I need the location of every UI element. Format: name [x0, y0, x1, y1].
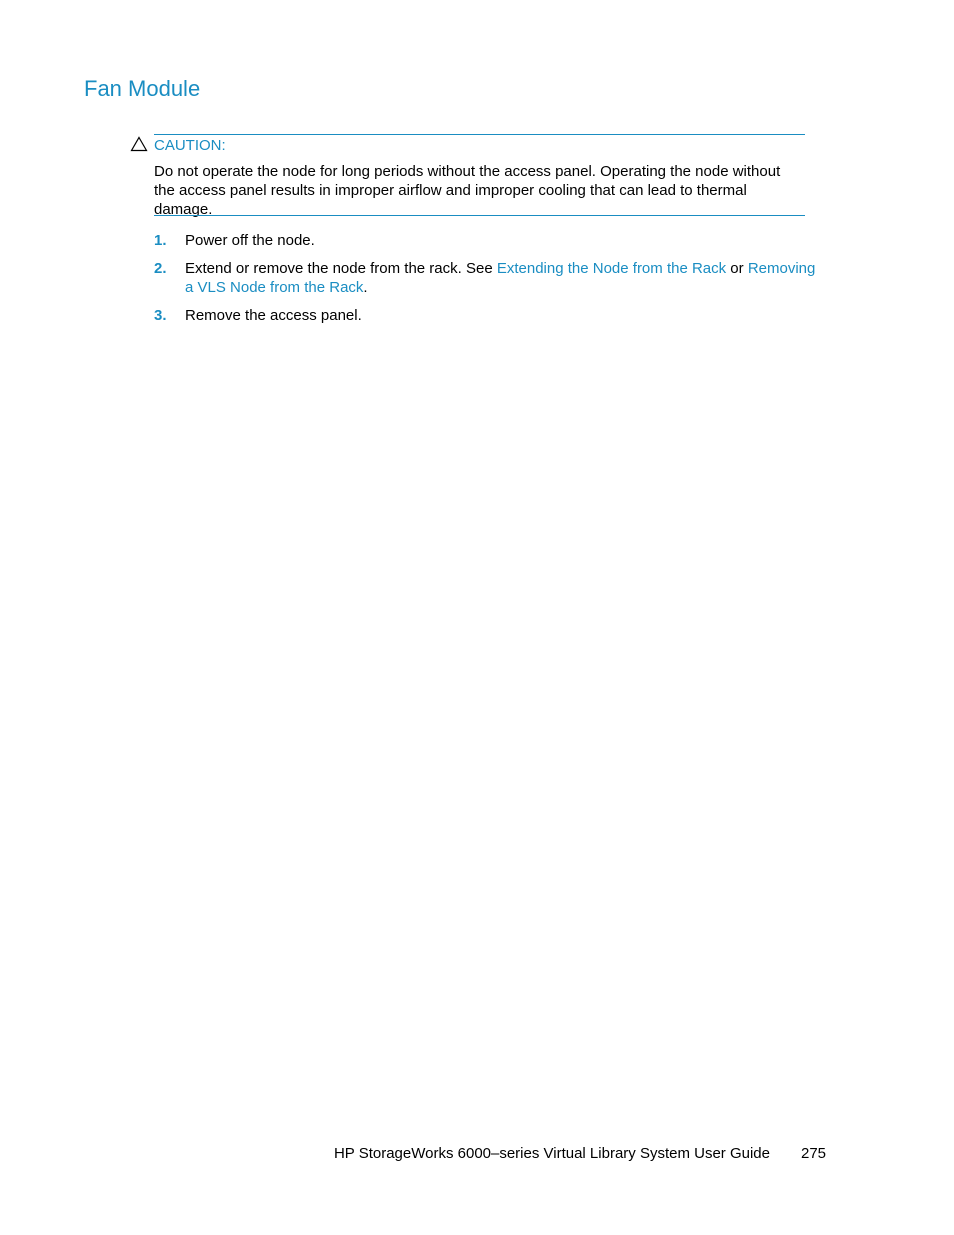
caution-top-rule: [154, 134, 805, 135]
footer-title: HP StorageWorks 6000–series Virtual Library System User Guide: [333, 1145, 770, 1162]
section-heading: Fan Module: [84, 76, 201, 101]
step-text: Remove the access panel.: [185, 307, 362, 324]
step-3: [154, 306, 822, 325]
step-number: 3.: [154, 307, 167, 324]
caution-bottom-rule: [154, 215, 805, 216]
step-1: [154, 231, 822, 250]
step-text: [185, 259, 822, 297]
step-2: [154, 259, 822, 297]
step-text: Power off the node.: [185, 232, 315, 249]
caution-label: CAUTION:: [154, 137, 226, 154]
warning-triangle-icon: [130, 136, 148, 152]
step-text-middle: or: [726, 260, 748, 277]
link-removing-vls-node[interactable]: Removing a VLS Node from the Rack: [185, 260, 816, 296]
link-extending-node[interactable]: Extending the Node from the Rack: [496, 260, 727, 277]
step-text-after: .: [363, 279, 368, 296]
step-number: 2.: [154, 260, 167, 277]
caution-text: Do not operate the node for long periods without the access panel. Operating the node without the access panel results in improper airflow and improper cooling that can lead to thermal damage.: [154, 163, 781, 218]
page-number: 275: [801, 1145, 827, 1162]
step-text-before: Extend or remove the node from the rack. See: [185, 260, 497, 277]
step-number: 1.: [154, 232, 167, 249]
